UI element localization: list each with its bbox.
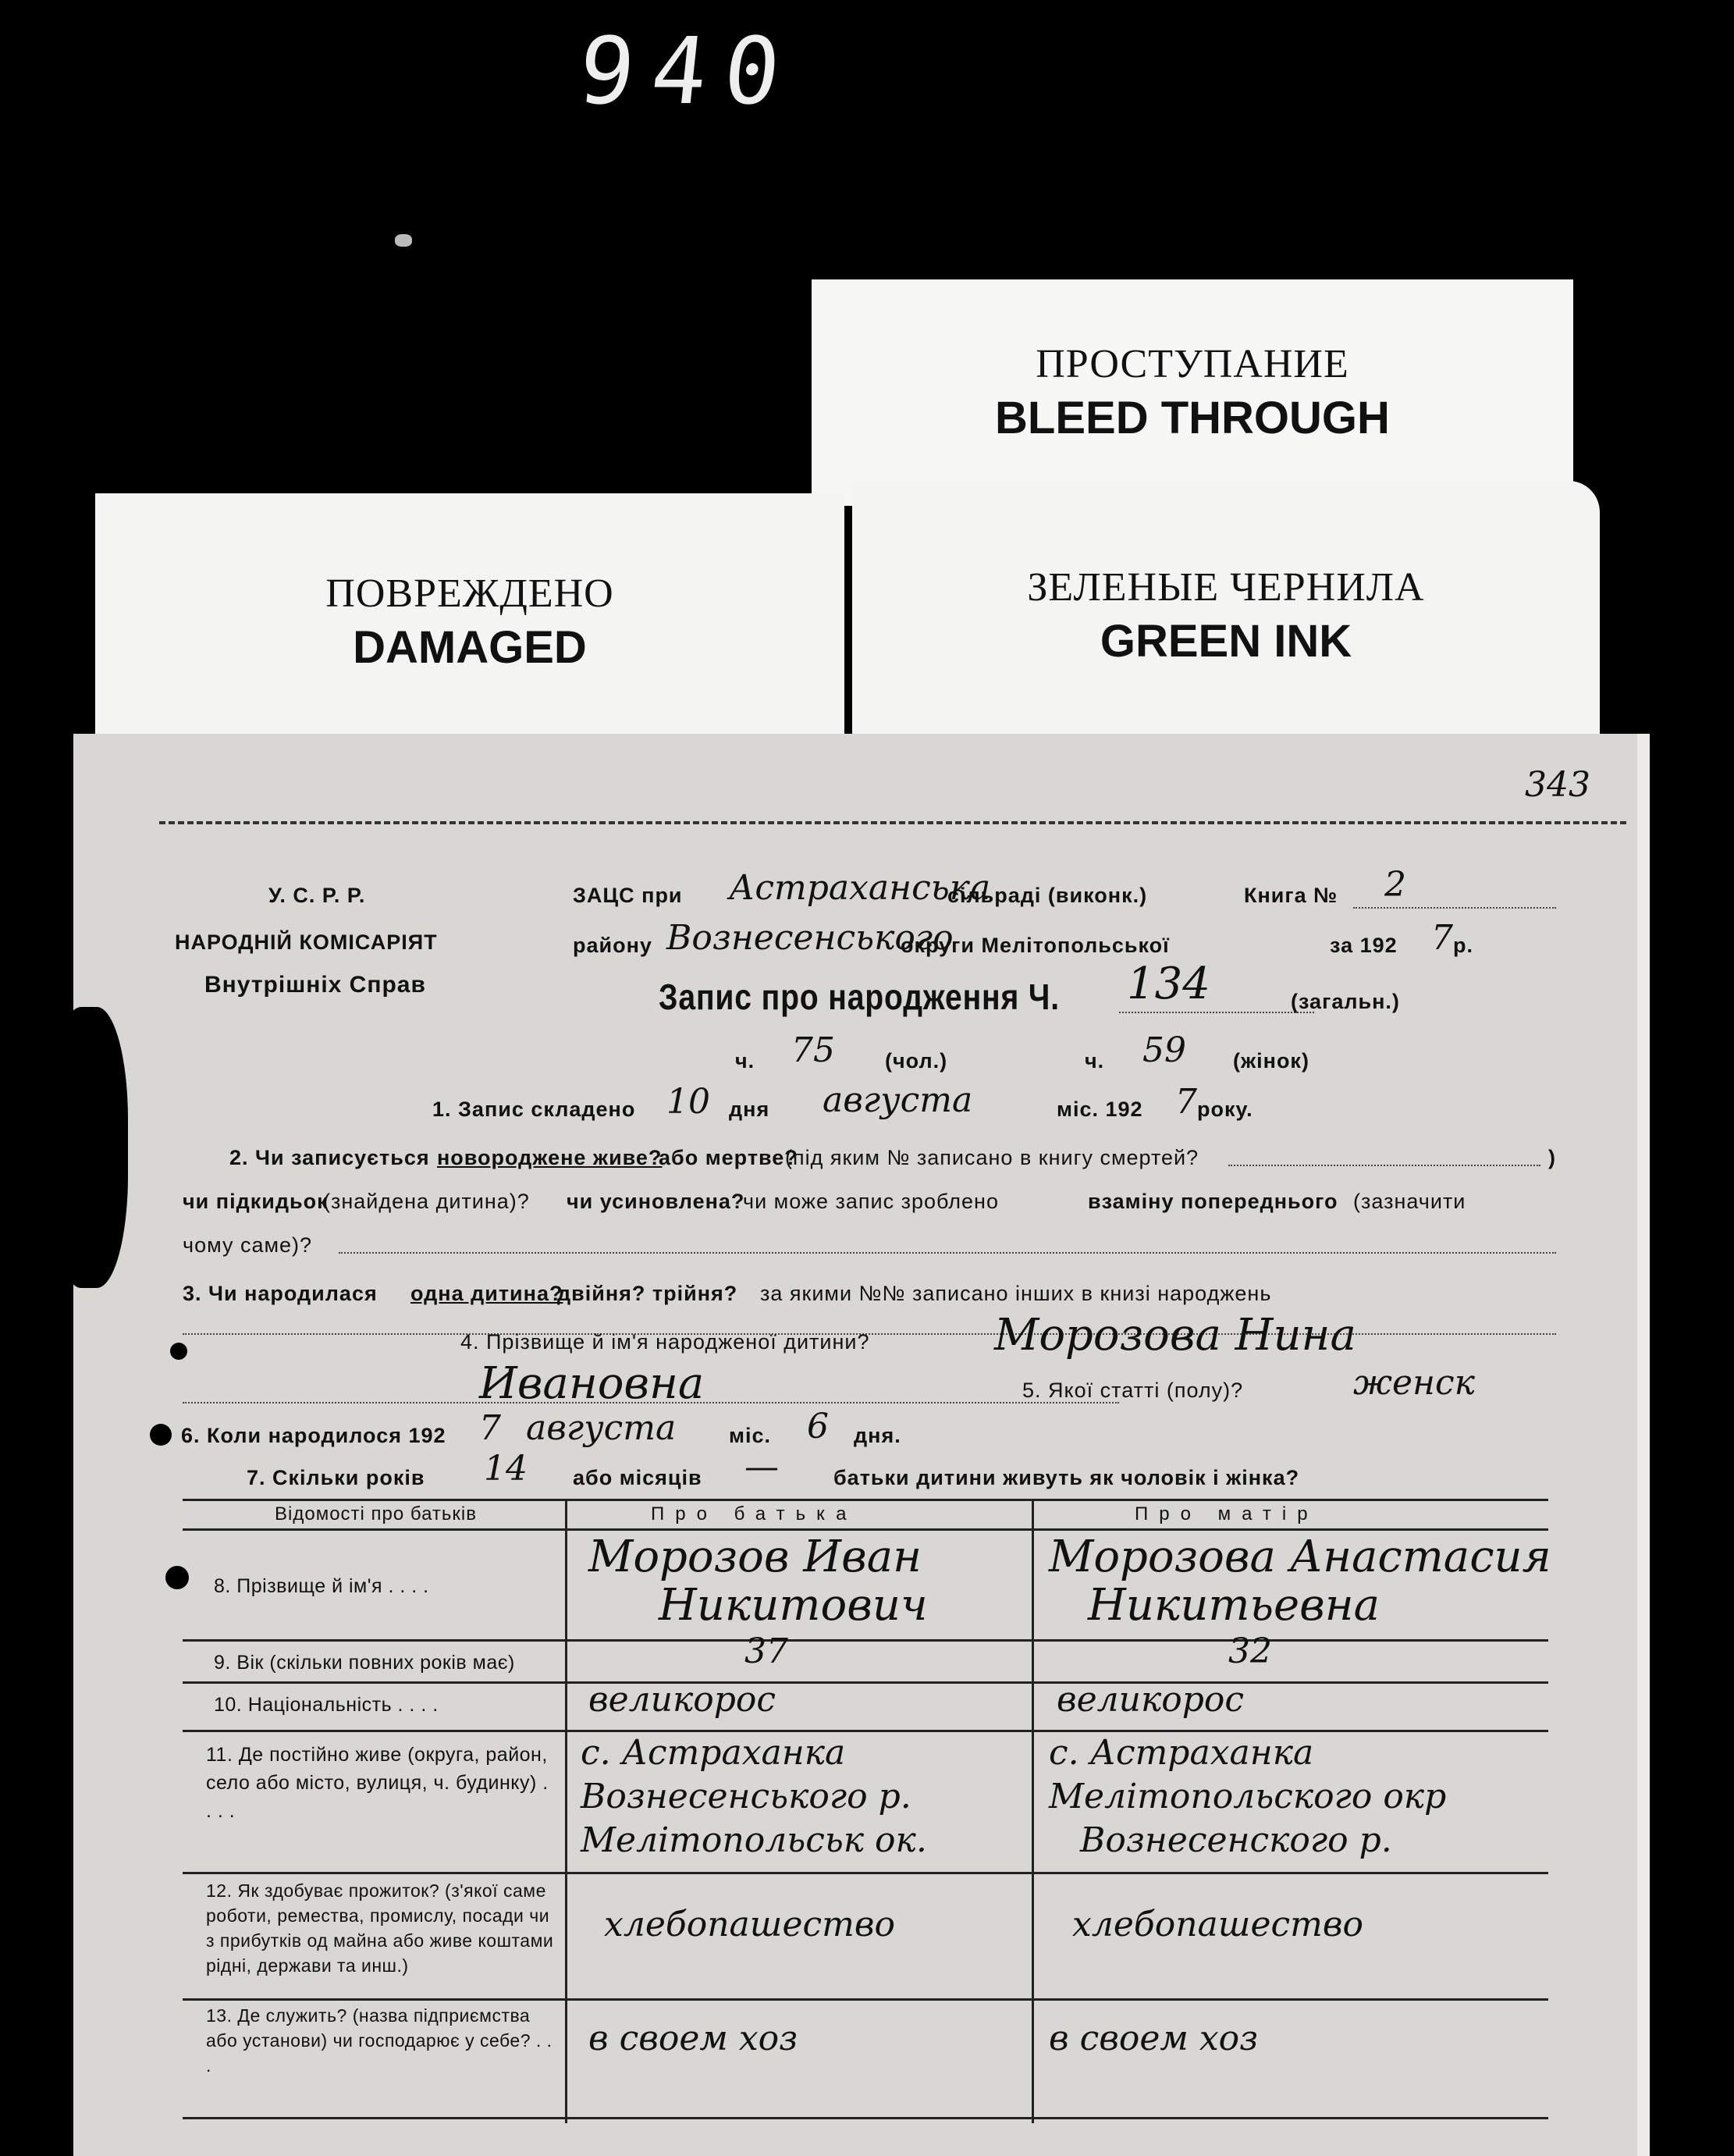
bleed-through-card [812,279,1573,506]
female-ch-label: ч. [1085,1049,1105,1073]
mother-nationality: великорос [1057,1680,1245,1720]
r1-year: 7 [1175,1082,1197,1122]
table-col-rule [1032,1499,1034,2123]
table-rule [183,2117,1548,2119]
green-ink-card [852,481,1600,751]
punch-hole [150,1424,172,1446]
r2-d: (під яким № записано в книгу смертей? [785,1146,1199,1169]
year-suffix: р. [1453,934,1473,957]
torn-edge [73,1007,128,1288]
r2b-a: чи підкидьок [183,1190,329,1213]
r2-a: 2. Чи записується [229,1146,430,1169]
r6-day-label: дня. [854,1424,901,1447]
r4-label: 4. Прізвище й ім'я народженої дитини? [460,1330,870,1354]
fill-line [183,1402,1119,1404]
year-label: за 192 [1330,934,1398,957]
r1-month-label: міс. 192 [1057,1098,1143,1121]
table-rule [183,1681,1548,1684]
table-header-info: Відомості про батьків [275,1503,477,1524]
mother-residence-2: Мелітопольского окр [1049,1777,1447,1816]
mother-workplace: в своем хоз [1049,2019,1259,2058]
row-label-residence: 11. Де постійно живе (округа, район, село або місто, вулиця, ч. будинку) . . . . [206,1744,549,1822]
r7-years: 14 [484,1449,528,1489]
card-label-ru: ПРОСТУПАНИЕ [1036,342,1349,386]
card-label-ru: ЗЕЛЕНЫЕ ЧЕРНИЛА [1027,565,1425,610]
r2b-d: чи може запис зроблено [743,1190,999,1213]
general-label: (загальн.) [1291,990,1400,1013]
table-header-mother: Про матір [1135,1503,1319,1524]
frame-number: 940 [573,17,803,125]
record-title: Запис про народження Ч. [659,977,1060,1017]
r6-label: 6. Коли народилося 192 [181,1424,446,1447]
card-label-en: GREEN INK [1100,616,1352,667]
r2b-e: взаміну попереднього [1088,1190,1338,1213]
fill-line [1119,1012,1314,1013]
r1-day-label: дня [729,1098,770,1121]
male-label: (чол.) [885,1049,948,1073]
r3-a: 3. Чи народилася [183,1282,378,1305]
birth-record-sheet [73,734,1650,2156]
zags-label: ЗАЦС при [573,884,683,907]
father-workplace: в своем хоз [588,2019,798,2058]
r3-d: за якими №№ записано інших в книзі народжень [760,1282,1272,1305]
female-label: (жінок) [1233,1049,1309,1073]
r2b-b: (знайдена дитина)? [323,1190,530,1213]
r6-year: 7 [479,1408,501,1448]
punch-hole [170,1343,187,1360]
header-commissariat: НАРОДНІЙ КОМІСАРІЯТ [175,930,438,954]
child-sex: женск [1353,1363,1475,1403]
card-label-en: DAMAGED [353,622,587,673]
book-number: 2 [1384,865,1406,905]
r7-b: або місяців [573,1466,702,1489]
row-label-nationality: 10. Національність . . . . [214,1694,439,1716]
mother-age: 32 [1228,1631,1272,1671]
fill-line [339,1252,1556,1254]
father-nationality: великорос [588,1680,776,1720]
row-label-workplace: 13. Де служить? (назва підприємства або установи) чи господарює у себе? . . . [206,2005,553,2076]
child-name-2: Ивановна [479,1358,705,1409]
r2-b: новороджене живе? [437,1146,663,1169]
r1-day: 10 [666,1082,710,1122]
table-rule [183,1639,1548,1642]
district-label: району [573,934,652,957]
r2b-f: (зазначити [1353,1190,1466,1213]
okrug-label: округи Мелітопольської [901,934,1170,957]
r1-month: августа [823,1080,973,1120]
table-rule [183,1528,1548,1531]
child-name-1: Морозова Нина [994,1310,1356,1361]
r6-month-label: міс. [729,1424,771,1447]
male-ch-label: ч. [735,1049,755,1073]
r6-month: августа [526,1408,677,1448]
r7-c: батьки дитини живуть як чоловік і жінка? [833,1466,1300,1489]
father-age: 37 [744,1631,788,1671]
fill-line [1228,1165,1540,1166]
table-rule [183,1998,1548,2001]
card-label-en: BLEED THROUGH [995,393,1390,443]
header-ussr: У. С. Р. Р. [268,884,366,907]
year-value: 7 [1431,918,1453,958]
row-label-occupation: 12. Як здобуває прожиток? (з'якої саме роботи, ремества, промислу, посади чи з прибутків од майна або живе коштами рідні, держави та инш.) [206,1880,554,1976]
perforation-line [159,821,1626,824]
damaged-card [95,493,844,751]
card-label-ru: ПОВРЕЖДЕНО [325,571,614,616]
table-rule [183,1872,1548,1874]
r2c: чому саме)? [183,1233,313,1257]
row-label-age: 9. Вік (скільки повних років має) [214,1652,515,1674]
r2-c: або мертве? [659,1146,798,1169]
r5-label: 5. Якої статті (полу)? [1022,1379,1244,1402]
r1-suffix: року. [1197,1098,1253,1121]
father-residence-1: с. Астраханка [581,1733,846,1773]
table-rule [183,1499,1548,1501]
mother-residence-1: с. Астраханка [1049,1733,1314,1773]
female-count: 59 [1142,1030,1186,1070]
father-name-2: Никитович [659,1580,928,1631]
table-rule [183,1730,1548,1732]
r3-b: одна дитина? [410,1282,563,1305]
mother-residence-3: Вознесенского р. [1080,1820,1392,1860]
page-number: 343 [1525,765,1590,805]
father-residence-3: Мелітопольськ ок. [581,1820,927,1860]
sheet-edge [1637,734,1650,2156]
r2-e: ) [1548,1146,1556,1169]
male-count: 75 [791,1030,835,1070]
village-council-value: Астраханська [729,868,991,908]
father-occupation: хлебопашество [604,1905,895,1944]
table-header-father: Про батька [651,1503,858,1524]
r3-c: двійня? трійня? [557,1282,738,1305]
record-number: 134 [1127,959,1210,1009]
mother-name-1: Морозова Анастасия [1049,1532,1551,1582]
table-col-rule [565,1499,567,2123]
r7-months: — [744,1447,779,1487]
film-speck [395,234,412,247]
header-internal-affairs: Внутрішніх Справ [204,972,426,998]
r7-a: 7. Скільки років [247,1466,425,1489]
row-label-name: 8. Прізвище й ім'я . . . . [214,1575,429,1597]
father-name-1: Морозов Иван [588,1532,922,1582]
mother-occupation: хлебопашество [1072,1905,1363,1944]
book-label: Книга № [1244,884,1338,907]
village-council-label: сільраді (виконк.) [947,884,1148,907]
r2b-c: чи усиновлена? [567,1190,745,1213]
district-value: Вознесенського [666,918,954,958]
r6-day: 6 [807,1407,829,1446]
fill-line [1353,907,1556,909]
mother-name-2: Никитьевна [1088,1580,1380,1631]
punch-hole [165,1566,189,1589]
r1-label: 1. Запис складено [432,1098,636,1121]
father-residence-2: Вознесенського р. [581,1777,911,1816]
